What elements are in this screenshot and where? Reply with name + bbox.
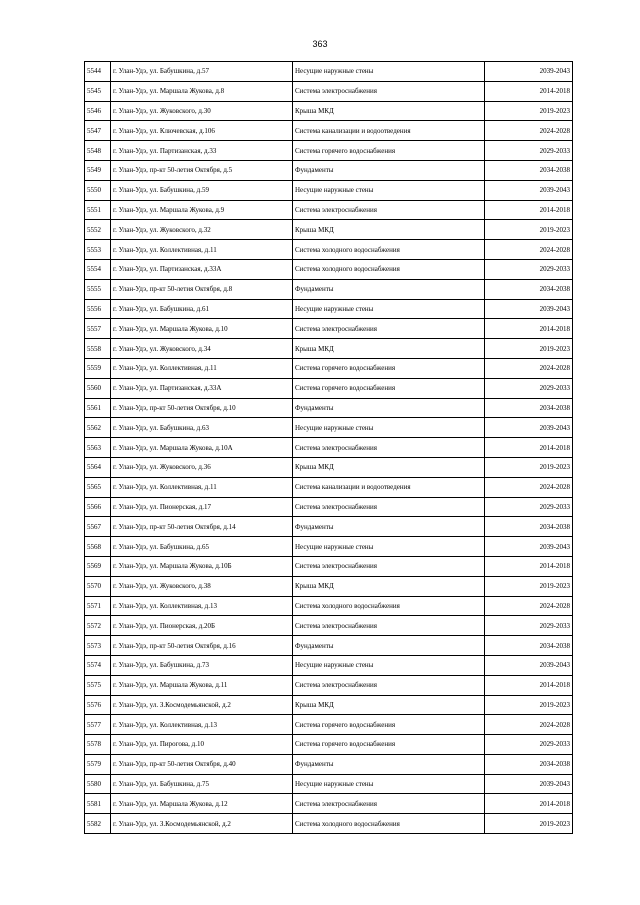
table-row [85, 378, 573, 398]
building-system-cell: Система горячего водоснабжения [293, 715, 485, 735]
row-number-cell: 5548 [85, 141, 111, 161]
row-number-cell: 5563 [85, 438, 111, 458]
building-system-cell: Несущие наружные стены [293, 418, 485, 438]
address-cell: г. Улан-Удэ, ул. Маршала Жукова, д.10 [111, 319, 293, 339]
repair-period-cell: 2024-2028 [485, 358, 573, 378]
repair-period-cell: 2039-2043 [485, 299, 573, 319]
repair-period-cell: 2024-2028 [485, 121, 573, 141]
row-number-cell: 5575 [85, 675, 111, 695]
row-number-cell: 5566 [85, 497, 111, 517]
address-cell: г. Улан-Удэ, ул. Маршала Жукова, д.8 [111, 81, 293, 101]
table-row [85, 517, 573, 537]
table-row [85, 695, 573, 715]
address-cell: г. Улан-Удэ, ул. Коллективная, д.13 [111, 596, 293, 616]
building-system-cell: Фундаменты [293, 160, 485, 180]
building-system-cell: Фундаменты [293, 754, 485, 774]
address-cell: г. Улан-Удэ, ул. Бабушкина, д.57 [111, 62, 293, 82]
row-number-cell: 5582 [85, 814, 111, 834]
building-system-cell: Система холодного водоснабжения [293, 259, 485, 279]
repair-period-cell: 2014-2018 [485, 319, 573, 339]
repair-period-cell: 2024-2028 [485, 240, 573, 260]
repair-period-cell: 2039-2043 [485, 537, 573, 557]
table-row [85, 636, 573, 656]
address-cell: г. Улан-Удэ, ул. Бабушкина, д.59 [111, 180, 293, 200]
address-cell: г. Улан-Удэ, ул. Жуковского, д.32 [111, 220, 293, 240]
repair-period-cell: 2019-2023 [485, 695, 573, 715]
table-row [85, 477, 573, 497]
table-row [85, 497, 573, 517]
table-row [85, 62, 573, 82]
address-cell: г. Улан-Удэ, ул. Коллективная, д.13 [111, 715, 293, 735]
building-system-cell: Система горячего водоснабжения [293, 141, 485, 161]
row-number-cell: 5574 [85, 655, 111, 675]
repair-period-cell: 2039-2043 [485, 655, 573, 675]
building-system-cell: Несущие наружные стены [293, 180, 485, 200]
building-system-cell: Система электроснабжения [293, 438, 485, 458]
table-row [85, 398, 573, 418]
address-cell: г. Улан-Удэ, ул. Ключевская, д.106 [111, 121, 293, 141]
row-number-cell: 5546 [85, 101, 111, 121]
row-number-cell: 5554 [85, 259, 111, 279]
table-row [85, 576, 573, 596]
building-system-cell: Система электроснабжения [293, 319, 485, 339]
repair-period-cell: 2039-2043 [485, 774, 573, 794]
address-cell: г. Улан-Удэ, ул. Коллективная, д.11 [111, 240, 293, 260]
building-system-cell: Крыша МКД [293, 220, 485, 240]
table-row [85, 655, 573, 675]
table-row [85, 754, 573, 774]
address-cell: г. Улан-Удэ, ул. Пирогова, д.10 [111, 735, 293, 755]
address-cell: г. Улан-Удэ, ул. Бабушкина, д.63 [111, 418, 293, 438]
repair-period-cell: 2029-2033 [485, 497, 573, 517]
building-system-cell: Крыша МКД [293, 576, 485, 596]
building-system-cell: Крыша МКД [293, 695, 485, 715]
repair-period-cell: 2024-2028 [485, 596, 573, 616]
table-row [85, 537, 573, 557]
repair-period-cell: 2019-2023 [485, 339, 573, 359]
building-system-cell: Крыша МКД [293, 101, 485, 121]
repair-period-cell: 2034-2038 [485, 754, 573, 774]
row-number-cell: 5552 [85, 220, 111, 240]
table-row [85, 121, 573, 141]
row-number-cell: 5553 [85, 240, 111, 260]
address-cell: г. Улан-Удэ, ул. Маршала Жукова, д.10Б [111, 556, 293, 576]
repair-period-cell: 2039-2043 [485, 180, 573, 200]
row-number-cell: 5567 [85, 517, 111, 537]
repair-period-cell: 2014-2018 [485, 438, 573, 458]
address-cell: г. Улан-Удэ, ул. Партизанская, д.33 [111, 141, 293, 161]
row-number-cell: 5565 [85, 477, 111, 497]
repair-period-cell: 2029-2033 [485, 141, 573, 161]
building-system-cell: Система электроснабжения [293, 556, 485, 576]
building-system-cell: Несущие наружные стены [293, 774, 485, 794]
building-system-cell: Несущие наружные стены [293, 299, 485, 319]
row-number-cell: 5570 [85, 576, 111, 596]
address-cell: г. Улан-Удэ, ул. Партизанская, д.33А [111, 378, 293, 398]
address-cell: г. Улан-Удэ, пр-кт 50-летия Октября, д.5 [111, 160, 293, 180]
table-row [85, 418, 573, 438]
repair-period-cell: 2029-2033 [485, 735, 573, 755]
table-row [85, 279, 573, 299]
address-cell: г. Улан-Удэ, ул. Жуковского, д.36 [111, 457, 293, 477]
address-cell: г. Улан-Удэ, пр-кт 50-летия Октября, д.10 [111, 398, 293, 418]
table-row [85, 774, 573, 794]
table-row [85, 358, 573, 378]
building-system-cell: Несущие наружные стены [293, 655, 485, 675]
building-system-cell: Система электроснабжения [293, 81, 485, 101]
repair-period-cell: 2029-2033 [485, 259, 573, 279]
building-system-cell: Система холодного водоснабжения [293, 240, 485, 260]
address-cell: г. Улан-Удэ, ул. Бабушкина, д.65 [111, 537, 293, 557]
repair-period-cell: 2034-2038 [485, 398, 573, 418]
building-system-cell: Система горячего водоснабжения [293, 358, 485, 378]
registry-table-body [85, 62, 573, 834]
building-system-cell: Несущие наружные стены [293, 537, 485, 557]
row-number-cell: 5579 [85, 754, 111, 774]
row-number-cell: 5555 [85, 279, 111, 299]
building-system-cell: Система электроснабжения [293, 497, 485, 517]
row-number-cell: 5561 [85, 398, 111, 418]
table-row [85, 339, 573, 359]
address-cell: г. Улан-Удэ, ул. З.Космодемьянской, д.2 [111, 695, 293, 715]
row-number-cell: 5556 [85, 299, 111, 319]
repair-period-cell: 2034-2038 [485, 160, 573, 180]
row-number-cell: 5550 [85, 180, 111, 200]
row-number-cell: 5578 [85, 735, 111, 755]
table-row [85, 675, 573, 695]
address-cell: г. Улан-Удэ, ул. Маршала Жукова, д.11 [111, 675, 293, 695]
repair-period-cell: 2014-2018 [485, 556, 573, 576]
building-system-cell: Крыша МКД [293, 457, 485, 477]
address-cell: г. Улан-Удэ, пр-кт 50-летия Октября, д.40 [111, 754, 293, 774]
table-row [85, 616, 573, 636]
building-system-cell: Система холодного водоснабжения [293, 814, 485, 834]
address-cell: г. Улан-Удэ, ул. Коллективная, д.11 [111, 358, 293, 378]
building-system-cell: Система холодного водоснабжения [293, 596, 485, 616]
address-cell: г. Улан-Удэ, ул. Жуковского, д.34 [111, 339, 293, 359]
table-row [85, 299, 573, 319]
registry-table [84, 61, 573, 834]
address-cell: г. Улан-Удэ, ул. Пионерская, д.17 [111, 497, 293, 517]
row-number-cell: 5557 [85, 319, 111, 339]
building-system-cell: Система горячего водоснабжения [293, 735, 485, 755]
table-row [85, 735, 573, 755]
repair-period-cell: 2034-2038 [485, 279, 573, 299]
table-row [85, 794, 573, 814]
repair-period-cell: 2024-2028 [485, 477, 573, 497]
repair-period-cell: 2029-2033 [485, 616, 573, 636]
address-cell: г. Улан-Удэ, ул. Маршала Жукова, д.12 [111, 794, 293, 814]
repair-period-cell: 2014-2018 [485, 675, 573, 695]
table-row [85, 141, 573, 161]
building-system-cell: Система электроснабжения [293, 675, 485, 695]
repair-period-cell: 2014-2018 [485, 200, 573, 220]
table-row [85, 259, 573, 279]
row-number-cell: 5544 [85, 62, 111, 82]
address-cell: г. Улан-Удэ, ул. Коллективная, д.11 [111, 477, 293, 497]
row-number-cell: 5576 [85, 695, 111, 715]
repair-period-cell: 2019-2023 [485, 814, 573, 834]
table-row [85, 319, 573, 339]
building-system-cell: Фундаменты [293, 398, 485, 418]
table-row [85, 220, 573, 240]
table-row [85, 814, 573, 834]
building-system-cell: Система электроснабжения [293, 200, 485, 220]
row-number-cell: 5577 [85, 715, 111, 735]
repair-period-cell: 2019-2023 [485, 457, 573, 477]
row-number-cell: 5545 [85, 81, 111, 101]
repair-period-cell: 2029-2033 [485, 378, 573, 398]
row-number-cell: 5559 [85, 358, 111, 378]
table-row [85, 715, 573, 735]
building-system-cell: Система канализации и водоотведения [293, 121, 485, 141]
row-number-cell: 5547 [85, 121, 111, 141]
table-row [85, 556, 573, 576]
building-system-cell: Фундаменты [293, 279, 485, 299]
table-row [85, 200, 573, 220]
building-system-cell: Несущие наружные стены [293, 62, 485, 82]
repair-period-cell: 2019-2023 [485, 220, 573, 240]
row-number-cell: 5564 [85, 457, 111, 477]
row-number-cell: 5560 [85, 378, 111, 398]
row-number-cell: 5573 [85, 636, 111, 656]
building-system-cell: Система горячего водоснабжения [293, 378, 485, 398]
address-cell: г. Улан-Удэ, пр-кт 50-летия Октября, д.14 [111, 517, 293, 537]
table-row [85, 180, 573, 200]
address-cell: г. Улан-Удэ, пр-кт 50-летия Октября, д.16 [111, 636, 293, 656]
building-system-cell: Система канализации и водоотведения [293, 477, 485, 497]
row-number-cell: 5572 [85, 616, 111, 636]
address-cell: г. Улан-Удэ, ул. Пионерская, д.20Б [111, 616, 293, 636]
repair-period-cell: 2034-2038 [485, 636, 573, 656]
building-system-cell: Фундаменты [293, 517, 485, 537]
address-cell: г. Улан-Удэ, ул. Маршала Жукова, д.9 [111, 200, 293, 220]
table-row [85, 457, 573, 477]
repair-period-cell: 2014-2018 [485, 794, 573, 814]
repair-period-cell: 2014-2018 [485, 81, 573, 101]
repair-period-cell: 2039-2043 [485, 62, 573, 82]
address-cell: г. Улан-Удэ, пр-кт 50-летия Октября, д.8 [111, 279, 293, 299]
address-cell: г. Улан-Удэ, ул. Жуковского, д.30 [111, 101, 293, 121]
building-system-cell: Система электроснабжения [293, 794, 485, 814]
row-number-cell: 5551 [85, 200, 111, 220]
address-cell: г. Улан-Удэ, ул. Маршала Жукова, д.10А [111, 438, 293, 458]
address-cell: г. Улан-Удэ, ул. Партизанская, д.33А [111, 259, 293, 279]
table-row [85, 101, 573, 121]
table-row [85, 240, 573, 260]
row-number-cell: 5568 [85, 537, 111, 557]
row-number-cell: 5562 [85, 418, 111, 438]
building-system-cell: Крыша МКД [293, 339, 485, 359]
table-row [85, 438, 573, 458]
row-number-cell: 5558 [85, 339, 111, 359]
address-cell: г. Улан-Удэ, ул. Бабушкина, д.75 [111, 774, 293, 794]
address-cell: г. Улан-Удэ, ул. З.Космодемьянской, д.2 [111, 814, 293, 834]
repair-period-cell: 2039-2043 [485, 418, 573, 438]
table-row [85, 160, 573, 180]
repair-period-cell: 2019-2023 [485, 576, 573, 596]
row-number-cell: 5571 [85, 596, 111, 616]
table-row [85, 596, 573, 616]
address-cell: г. Улан-Удэ, ул. Бабушкина, д.73 [111, 655, 293, 675]
page-number: 363 [312, 39, 328, 49]
table-row [85, 81, 573, 101]
repair-period-cell: 2034-2038 [485, 517, 573, 537]
repair-period-cell: 2019-2023 [485, 101, 573, 121]
row-number-cell: 5581 [85, 794, 111, 814]
row-number-cell: 5569 [85, 556, 111, 576]
row-number-cell: 5549 [85, 160, 111, 180]
building-system-cell: Фундаменты [293, 636, 485, 656]
address-cell: г. Улан-Удэ, ул. Жуковского, д.38 [111, 576, 293, 596]
building-system-cell: Система электроснабжения [293, 616, 485, 636]
repair-period-cell: 2024-2028 [485, 715, 573, 735]
address-cell: г. Улан-Удэ, ул. Бабушкина, д.61 [111, 299, 293, 319]
row-number-cell: 5580 [85, 774, 111, 794]
